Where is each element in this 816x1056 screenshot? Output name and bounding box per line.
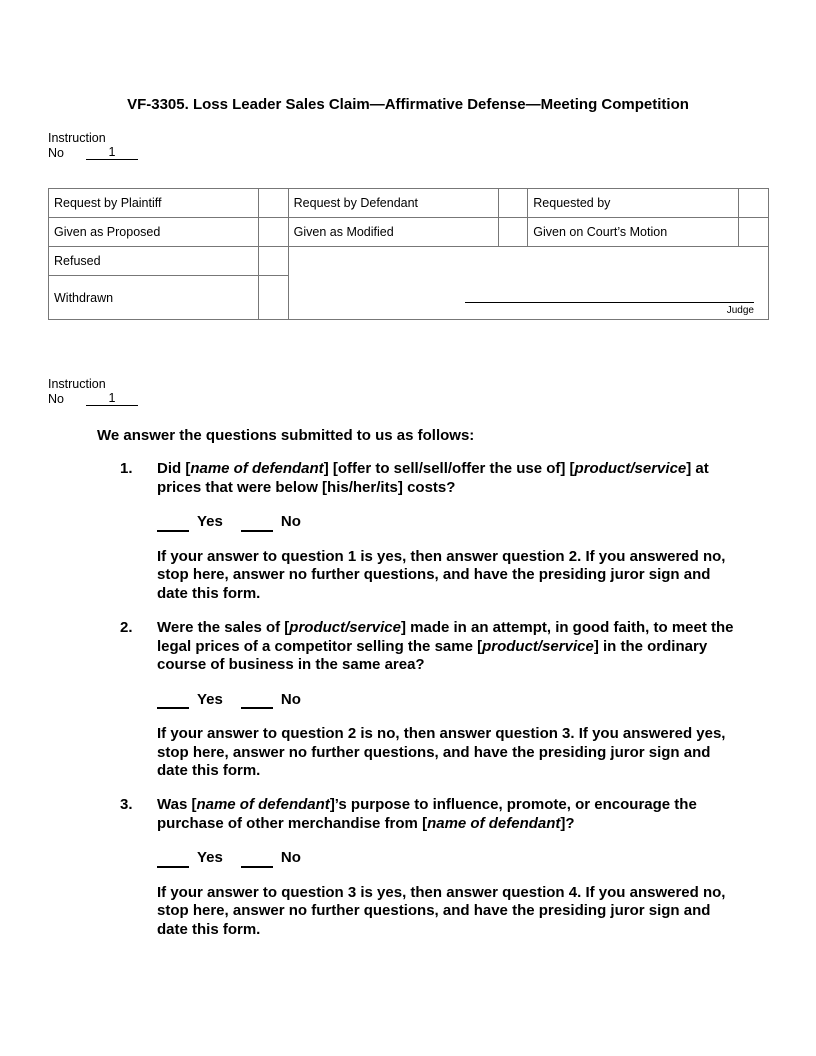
judge-label: Judge (726, 305, 754, 316)
question-number: 3. (120, 796, 133, 813)
yes-blank[interactable] (157, 694, 189, 709)
question-number: 2. (120, 619, 133, 636)
yes-blank[interactable] (157, 853, 189, 868)
question-text: Was [name of defendant]’s purpose to influence, promote, or encourage the purchase of other merchandise from [name of defendant]? (157, 796, 697, 832)
given-as-proposed-label: Given as Proposed (49, 218, 259, 247)
no-blank[interactable] (241, 694, 273, 709)
yes-option[interactable]: Yes (157, 849, 223, 868)
question-text: Were the sales of [product/service] made in an attempt, in good faith, to meet the legal prices of a competitor selling the same [product/service] in the ordinary course of business in the same area? (157, 619, 734, 673)
form-title: VF-3305. Loss Leader Sales Claim—Affirmative Defense—Meeting Competition (127, 96, 689, 113)
instruction-label: Instruction (48, 377, 106, 391)
no-option[interactable]: No (241, 513, 301, 532)
given-on-courts-motion-label: Given on Court’s Motion (528, 218, 739, 247)
answer-options (157, 691, 740, 710)
given-as-modified-label: Given as Modified (288, 218, 498, 247)
given-on-courts-motion-checkbox[interactable] (739, 218, 769, 247)
request-by-plaintiff-checkbox[interactable] (259, 189, 289, 218)
refused-checkbox[interactable] (259, 247, 289, 276)
instruction-number: 1 (86, 146, 138, 161)
request-by-defendant-label: Request by Defendant (288, 189, 498, 218)
given-as-modified-checkbox[interactable] (498, 218, 528, 247)
yes-option[interactable]: Yes (157, 691, 223, 710)
instruction-no-label: No (48, 391, 64, 406)
given-as-proposed-checkbox[interactable] (259, 218, 289, 247)
yes-option[interactable]: Yes (157, 513, 223, 532)
request-by-plaintiff-label: Request by Plaintiff (49, 189, 259, 218)
request-table (48, 188, 769, 320)
instruction-number: 1 (86, 392, 138, 407)
instruction-no-label: No (48, 145, 64, 160)
judge-signature-line (465, 302, 754, 303)
question-3 (120, 796, 740, 939)
answer-options (157, 513, 740, 532)
question-2 (120, 619, 740, 781)
question-1 (120, 460, 740, 603)
no-option[interactable]: No (241, 691, 301, 710)
judge-signature-area[interactable] (288, 247, 768, 320)
instruction-number-block (48, 131, 138, 160)
requested-by-label: Requested by (528, 189, 739, 218)
instruction-number-block-2 (48, 377, 138, 406)
requested-by-checkbox[interactable] (739, 189, 769, 218)
verdict-intro: We answer the questions submitted to us as follows: (97, 427, 475, 444)
withdrawn-label: Withdrawn (49, 276, 259, 320)
no-blank[interactable] (241, 517, 273, 532)
question-instruction: If your answer to question 3 is yes, then answer question 4. If you answered no, stop here, answer no further questions, and have the presiding juror sign and date this form. (157, 883, 726, 938)
question-instruction: If your answer to question 2 is no, then answer question 3. If you answered yes, stop here, answer no further questions, and have the presiding juror sign and date this form. (157, 725, 726, 779)
instruction-label: Instruction (48, 131, 106, 145)
question-text: Did [name of defendant] [offer to sell/sell/offer the use of] [product/service] at prices that were below [his/her/its] costs? (157, 460, 709, 496)
yes-blank[interactable] (157, 517, 189, 532)
no-blank[interactable] (241, 853, 273, 868)
no-option[interactable]: No (241, 849, 301, 868)
refused-label: Refused (49, 247, 259, 276)
request-by-defendant-checkbox[interactable] (498, 189, 528, 218)
answer-options (157, 849, 740, 868)
question-instruction: If your answer to question 1 is yes, then answer question 2. If you answered no, stop here, answer no further questions, and have the presiding juror sign and date this form. (157, 547, 726, 602)
withdrawn-checkbox[interactable] (259, 276, 289, 320)
question-number: 1. (120, 460, 133, 477)
